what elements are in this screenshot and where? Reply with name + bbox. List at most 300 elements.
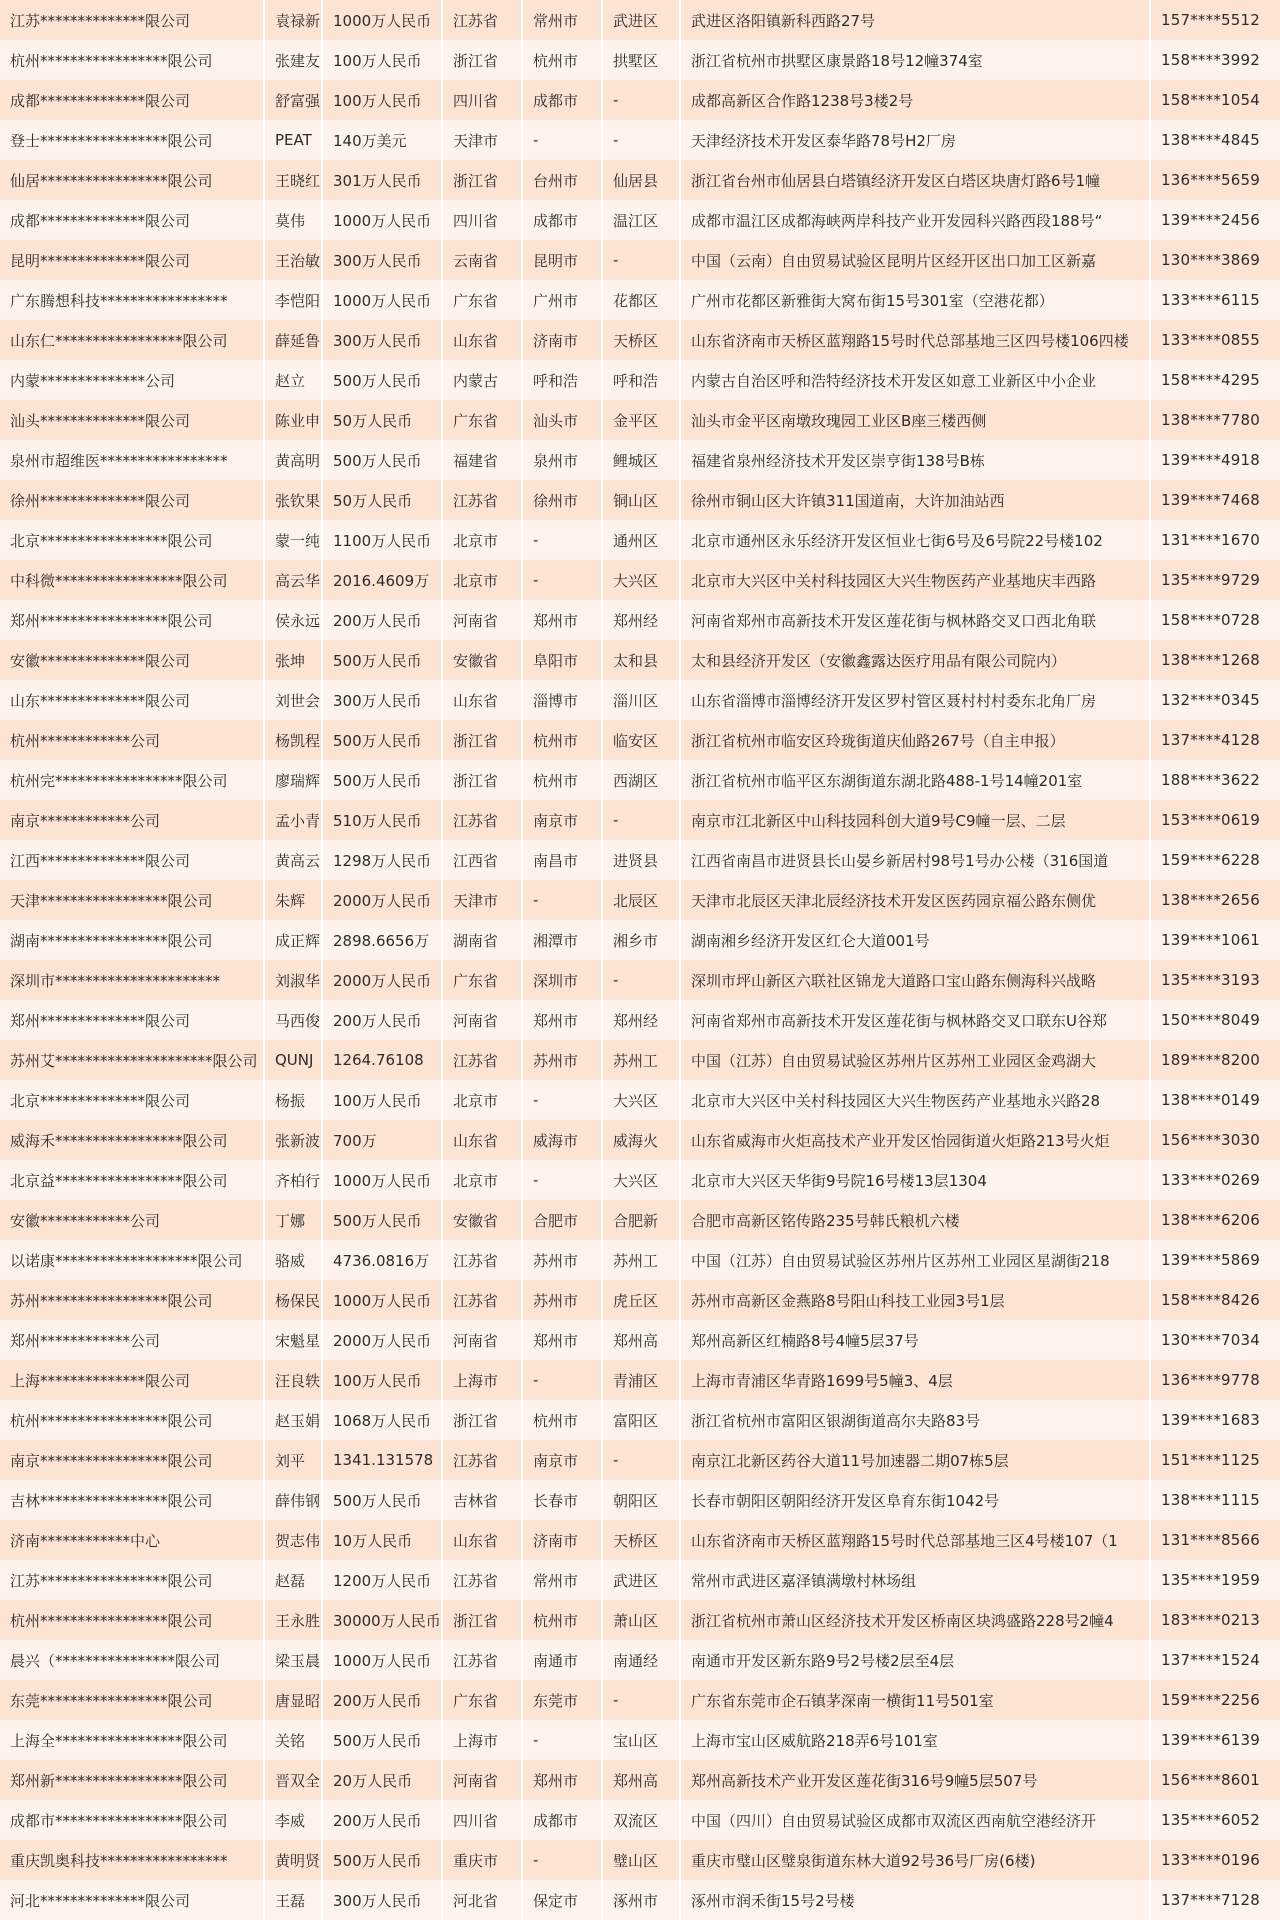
city-cell: - (522, 120, 602, 160)
table-row (0, 1440, 1280, 1480)
province-cell: 河南省 (442, 1320, 522, 1360)
district-cell: 通州区 (602, 520, 680, 560)
address-cell: 上海市青浦区华青路1699号5幢3、4层 (680, 1360, 1150, 1400)
company-cell: 安徽************公司 (0, 1200, 264, 1240)
registered-capital-cell: 1298万人民币 (322, 840, 442, 880)
table-row (0, 1760, 1280, 1800)
city-cell: - (522, 560, 602, 600)
company-cell: 山东仁*****************限公司 (0, 320, 264, 360)
address-cell: 北京市大兴区中关村科技园区大兴生物医药产业基地永兴路28 (680, 1080, 1150, 1120)
address-cell: 郑州高新区红楠路8号4幢5层37号 (680, 1320, 1150, 1360)
legal-person-cell: 廖瑞辉 (264, 760, 322, 800)
city-cell: 常州市 (522, 0, 602, 40)
city-cell: 杭州市 (522, 720, 602, 760)
address-cell: 成都高新区合作路1238号3楼2号 (680, 80, 1150, 120)
phone-cell: 183****0213 (1150, 1600, 1280, 1640)
registered-capital-cell: 20万人民币 (322, 1760, 442, 1800)
legal-person-cell: QUNJ (264, 1040, 322, 1080)
table-row (0, 1360, 1280, 1400)
phone-cell: 158****4295 (1150, 360, 1280, 400)
legal-person-cell: 舒富强 (264, 80, 322, 120)
phone-cell: 136****5659 (1150, 160, 1280, 200)
phone-cell: 138****4845 (1150, 120, 1280, 160)
company-cell: 泉州市超维医***************** (0, 440, 264, 480)
address-cell: 太和县经济开发区（安徽鑫露达医疗用品有限公司院内） (680, 640, 1150, 680)
district-cell: 北辰区 (602, 880, 680, 920)
phone-cell: 138****1115 (1150, 1480, 1280, 1520)
province-cell: 江苏省 (442, 1560, 522, 1600)
legal-person-cell: 孟小青 (264, 800, 322, 840)
district-cell: 大兴区 (602, 1160, 680, 1200)
legal-person-cell: 刘世会 (264, 680, 322, 720)
registered-capital-cell: 1264.76108 (322, 1040, 442, 1080)
registered-capital-cell: 50万人民币 (322, 480, 442, 520)
province-cell: 山东省 (442, 1520, 522, 1560)
city-cell: 杭州市 (522, 1400, 602, 1440)
city-cell: - (522, 1360, 602, 1400)
phone-cell: 139****6139 (1150, 1720, 1280, 1760)
phone-cell: 156****8601 (1150, 1760, 1280, 1800)
phone-cell: 139****2456 (1150, 200, 1280, 240)
address-cell: 浙江省杭州市临平区东湖街道东湖北路488-1号14幢201室 (680, 760, 1150, 800)
table-row (0, 1080, 1280, 1120)
table-row (0, 1280, 1280, 1320)
phone-cell: 150****8049 (1150, 1000, 1280, 1040)
address-cell: 南京市江北新区中山科技园科创大道9号C9幢一层、二层 (680, 800, 1150, 840)
phone-cell: 138****7780 (1150, 400, 1280, 440)
city-cell: 淄博市 (522, 680, 602, 720)
table-row (0, 480, 1280, 520)
company-cell: 南京*****************限公司 (0, 1440, 264, 1480)
city-cell: 东莞市 (522, 1680, 602, 1720)
legal-person-cell: 丁娜 (264, 1200, 322, 1240)
table-row (0, 960, 1280, 1000)
phone-cell: 158****0728 (1150, 600, 1280, 640)
city-cell: 苏州市 (522, 1280, 602, 1320)
phone-cell: 139****1683 (1150, 1400, 1280, 1440)
company-cell: 杭州*****************限公司 (0, 1600, 264, 1640)
phone-cell: 135****9729 (1150, 560, 1280, 600)
address-cell: 广州市花都区新雅街大窝布街15号301室（空港花都） (680, 280, 1150, 320)
district-cell: - (602, 960, 680, 1000)
province-cell: 四川省 (442, 80, 522, 120)
registered-capital-cell: 2000万人民币 (322, 960, 442, 1000)
district-cell: 萧山区 (602, 1600, 680, 1640)
legal-person-cell: 赵磊 (264, 1560, 322, 1600)
company-cell: 杭州*****************限公司 (0, 40, 264, 80)
legal-person-cell: 王磊 (264, 1880, 322, 1920)
address-cell: 北京市大兴区中关村科技园区大兴生物医药产业基地庆丰西路 (680, 560, 1150, 600)
city-cell: 常州市 (522, 1560, 602, 1600)
legal-person-cell: 刘淑华 (264, 960, 322, 1000)
province-cell: 吉林省 (442, 1480, 522, 1520)
registered-capital-cell: 300万人民币 (322, 680, 442, 720)
legal-person-cell: 薛延鲁 (264, 320, 322, 360)
legal-person-cell: PEAT (264, 120, 322, 160)
province-cell: 广东省 (442, 1680, 522, 1720)
table-row (0, 520, 1280, 560)
registered-capital-cell: 140万美元 (322, 120, 442, 160)
table-row (0, 1800, 1280, 1840)
registered-capital-cell: 2000万人民币 (322, 1320, 442, 1360)
table-row (0, 1480, 1280, 1520)
city-cell: 威海市 (522, 1120, 602, 1160)
legal-person-cell: 关铭 (264, 1720, 322, 1760)
address-cell: 合肥市高新区铭传路235号韩氏粮机六楼 (680, 1200, 1150, 1240)
legal-person-cell: 蒙一纯 (264, 520, 322, 560)
company-cell: 仙居*****************限公司 (0, 160, 264, 200)
registered-capital-cell: 1100万人民币 (322, 520, 442, 560)
table-row (0, 1320, 1280, 1360)
company-cell: 昆明**************限公司 (0, 240, 264, 280)
address-cell: 深圳市坪山新区六联社区锦龙大道路口宝山路东侧海科兴战略 (680, 960, 1150, 1000)
table-row (0, 1680, 1280, 1720)
address-cell: 湖南湘乡经济开发区红仑大道001号 (680, 920, 1150, 960)
registered-capital-cell: 1000万人民币 (322, 1280, 442, 1320)
table-row (0, 280, 1280, 320)
district-cell: 临安区 (602, 720, 680, 760)
company-cell: 徐州**************限公司 (0, 480, 264, 520)
registered-capital-cell: 500万人民币 (322, 1840, 442, 1880)
company-cell: 成都市*****************限公司 (0, 1800, 264, 1840)
address-cell: 浙江省杭州市萧山区经济技术开发区桥南区块鸿盛路228号2幢4 (680, 1600, 1150, 1640)
legal-person-cell: 黄高云 (264, 840, 322, 880)
city-cell: - (522, 880, 602, 920)
address-cell: 南京江北新区药谷大道11号加速器二期07栋5层 (680, 1440, 1150, 1480)
company-cell: 苏州*****************限公司 (0, 1280, 264, 1320)
phone-cell: 158****1054 (1150, 80, 1280, 120)
province-cell: 天津市 (442, 880, 522, 920)
legal-person-cell: 宋魁星 (264, 1320, 322, 1360)
province-cell: 河南省 (442, 600, 522, 640)
company-cell: 汕头**************限公司 (0, 400, 264, 440)
phone-cell: 158****8426 (1150, 1280, 1280, 1320)
province-cell: 北京市 (442, 560, 522, 600)
legal-person-cell: 张钦果 (264, 480, 322, 520)
company-cell: 安徽**************限公司 (0, 640, 264, 680)
province-cell: 浙江省 (442, 720, 522, 760)
address-cell: 郑州高新技术产业开发区莲花街316号9幢5层507号 (680, 1760, 1150, 1800)
registered-capital-cell: 500万人民币 (322, 360, 442, 400)
address-cell: 天津市北辰区天津北辰经济技术开发区医药园京福公路东侧优 (680, 880, 1150, 920)
legal-person-cell: 薛伟钢 (264, 1480, 322, 1520)
district-cell: 大兴区 (602, 1080, 680, 1120)
district-cell: 太和县 (602, 640, 680, 680)
legal-person-cell: 黄高明 (264, 440, 322, 480)
district-cell: 金平区 (602, 400, 680, 440)
address-cell: 内蒙古自治区呼和浩特经济技术开发区如意工业新区中小企业 (680, 360, 1150, 400)
table-row (0, 440, 1280, 480)
phone-cell: 133****6115 (1150, 280, 1280, 320)
address-cell: 山东省淄博市淄博经济开发区罗村管区聂村村村委东北角厂房 (680, 680, 1150, 720)
address-cell: 中国（云南）自由贸易试验区昆明片区经开区出口加工区新嘉 (680, 240, 1150, 280)
phone-cell: 139****4918 (1150, 440, 1280, 480)
legal-person-cell: 成正辉 (264, 920, 322, 960)
province-cell: 江西省 (442, 840, 522, 880)
city-cell: - (522, 1840, 602, 1880)
phone-cell: 157****5512 (1150, 0, 1280, 40)
registered-capital-cell: 200万人民币 (322, 1000, 442, 1040)
phone-cell: 156****3030 (1150, 1120, 1280, 1160)
table-row (0, 40, 1280, 80)
company-cell: 郑州************公司 (0, 1320, 264, 1360)
company-cell: 内蒙**************公司 (0, 360, 264, 400)
province-cell: 江苏省 (442, 800, 522, 840)
district-cell: 郑州高 (602, 1320, 680, 1360)
registered-capital-cell: 300万人民币 (322, 320, 442, 360)
legal-person-cell: 王晓红 (264, 160, 322, 200)
province-cell: 山东省 (442, 320, 522, 360)
district-cell: 宝山区 (602, 1720, 680, 1760)
company-cell: 江苏**************限公司 (0, 0, 264, 40)
company-cell: 以诺康*******************限公司 (0, 1240, 264, 1280)
district-cell: 武进区 (602, 0, 680, 40)
phone-cell: 158****3992 (1150, 40, 1280, 80)
table-row (0, 880, 1280, 920)
company-cell: 广东腾想科技***************** (0, 280, 264, 320)
province-cell: 江苏省 (442, 0, 522, 40)
legal-person-cell: 赵玉娟 (264, 1400, 322, 1440)
company-cell: 郑州*****************限公司 (0, 600, 264, 640)
company-cell: 东莞*****************限公司 (0, 1680, 264, 1720)
legal-person-cell: 张新波 (264, 1120, 322, 1160)
table-row (0, 200, 1280, 240)
address-cell: 浙江省杭州市临安区玲珑街道庆仙路267号（自主申报） (680, 720, 1150, 760)
company-cell: 威海禾*****************限公司 (0, 1120, 264, 1160)
legal-person-cell: 黄明贤 (264, 1840, 322, 1880)
province-cell: 上海市 (442, 1360, 522, 1400)
legal-person-cell: 刘平 (264, 1440, 322, 1480)
city-cell: 昆明市 (522, 240, 602, 280)
address-cell: 南通市开发区新东路9号2号楼2层至4层 (680, 1640, 1150, 1680)
city-cell: 苏州市 (522, 1240, 602, 1280)
province-cell: 浙江省 (442, 760, 522, 800)
province-cell: 广东省 (442, 400, 522, 440)
phone-cell: 132****0345 (1150, 680, 1280, 720)
company-cell: 湖南*****************限公司 (0, 920, 264, 960)
registered-capital-cell: 200万人民币 (322, 1680, 442, 1720)
city-cell: 泉州市 (522, 440, 602, 480)
legal-person-cell: 李恺阳 (264, 280, 322, 320)
district-cell: - (602, 800, 680, 840)
legal-person-cell: 马西俊 (264, 1000, 322, 1040)
city-cell: 呼和浩 (522, 360, 602, 400)
city-cell: 杭州市 (522, 760, 602, 800)
registered-capital-cell: 2016.4609万 (322, 560, 442, 600)
district-cell: 郑州经 (602, 600, 680, 640)
phone-cell: 138****1268 (1150, 640, 1280, 680)
phone-cell: 137****1524 (1150, 1640, 1280, 1680)
table-row (0, 400, 1280, 440)
city-cell: 济南市 (522, 1520, 602, 1560)
legal-person-cell: 齐柏行 (264, 1160, 322, 1200)
address-cell: 福建省泉州经济技术开发区崇亨街138号B栋 (680, 440, 1150, 480)
legal-person-cell: 张建友 (264, 40, 322, 80)
city-cell: 南通市 (522, 1640, 602, 1680)
province-cell: 内蒙古 (442, 360, 522, 400)
city-cell: 湘潭市 (522, 920, 602, 960)
registered-capital-cell: 200万人民币 (322, 1800, 442, 1840)
company-cell: 苏州艾*********************限公司 (0, 1040, 264, 1080)
city-cell: 徐州市 (522, 480, 602, 520)
address-cell: 江西省南昌市进贤县长山晏乡新居村98号1号办公楼（316国道 (680, 840, 1150, 880)
legal-person-cell: 唐显昭 (264, 1680, 322, 1720)
table-row (0, 680, 1280, 720)
company-cell: 杭州*****************限公司 (0, 1400, 264, 1440)
registered-capital-cell: 1000万人民币 (322, 200, 442, 240)
legal-person-cell: 汪良轶 (264, 1360, 322, 1400)
registered-capital-cell: 300万人民币 (322, 1880, 442, 1920)
district-cell: - (602, 1680, 680, 1720)
registered-capital-cell: 510万人民币 (322, 800, 442, 840)
city-cell: 成都市 (522, 80, 602, 120)
registered-capital-cell: 1200万人民币 (322, 1560, 442, 1600)
city-cell: 南昌市 (522, 840, 602, 880)
table-row (0, 80, 1280, 120)
table-row (0, 800, 1280, 840)
province-cell: 江苏省 (442, 1440, 522, 1480)
table-row (0, 240, 1280, 280)
phone-cell: 133****0196 (1150, 1840, 1280, 1880)
province-cell: 河北省 (442, 1880, 522, 1920)
province-cell: 重庆市 (442, 1840, 522, 1880)
company-cell: 江苏*****************限公司 (0, 1560, 264, 1600)
city-cell: 杭州市 (522, 1600, 602, 1640)
table-row (0, 1600, 1280, 1640)
district-cell: 天桥区 (602, 1520, 680, 1560)
district-cell: 温江区 (602, 200, 680, 240)
province-cell: 北京市 (442, 1080, 522, 1120)
city-cell: 合肥市 (522, 1200, 602, 1240)
province-cell: 江苏省 (442, 480, 522, 520)
registered-capital-cell: 500万人民币 (322, 440, 442, 480)
phone-cell: 131****1670 (1150, 520, 1280, 560)
city-cell: 长春市 (522, 1480, 602, 1520)
province-cell: 江苏省 (442, 1280, 522, 1320)
district-cell: 呼和浩 (602, 360, 680, 400)
address-cell: 浙江省台州市仙居县白塔镇经济开发区白塔区块唐灯路6号1幢 (680, 160, 1150, 200)
city-cell: - (522, 1080, 602, 1120)
province-cell: 四川省 (442, 200, 522, 240)
table-row (0, 360, 1280, 400)
district-cell: 鲤城区 (602, 440, 680, 480)
district-cell: 虎丘区 (602, 1280, 680, 1320)
registered-capital-cell: 300万人民币 (322, 240, 442, 280)
company-cell: 河北**************限公司 (0, 1880, 264, 1920)
city-cell: 成都市 (522, 1800, 602, 1840)
district-cell: 湘乡市 (602, 920, 680, 960)
registered-capital-cell: 10万人民币 (322, 1520, 442, 1560)
registered-capital-cell: 2000万人民币 (322, 880, 442, 920)
registered-capital-cell: 500万人民币 (322, 1480, 442, 1520)
district-cell: - (602, 1440, 680, 1480)
address-cell: 成都市温江区成都海峡两岸科技产业开发园科兴路西段188号“ (680, 200, 1150, 240)
district-cell: 铜山区 (602, 480, 680, 520)
legal-person-cell: 杨凯程 (264, 720, 322, 760)
legal-person-cell: 李威 (264, 1800, 322, 1840)
district-cell: - (602, 240, 680, 280)
district-cell: 西湖区 (602, 760, 680, 800)
company-cell: 杭州************公司 (0, 720, 264, 760)
legal-person-cell: 张坤 (264, 640, 322, 680)
province-cell: 广东省 (442, 280, 522, 320)
province-cell: 浙江省 (442, 1600, 522, 1640)
address-cell: 河南省郑州市高新技术开发区莲花街与枫林路交叉口联东U谷郑 (680, 1000, 1150, 1040)
phone-cell: 159****2256 (1150, 1680, 1280, 1720)
registered-capital-cell: 100万人民币 (322, 1360, 442, 1400)
province-cell: 四川省 (442, 1800, 522, 1840)
legal-person-cell: 杨保民 (264, 1280, 322, 1320)
address-cell: 长春市朝阳区朝阳经济开发区阜育东街1042号 (680, 1480, 1150, 1520)
registered-capital-cell: 200万人民币 (322, 600, 442, 640)
company-cell: 济南************中心 (0, 1520, 264, 1560)
table-row (0, 720, 1280, 760)
registered-capital-cell: 1068万人民币 (322, 1400, 442, 1440)
phone-cell: 135****3193 (1150, 960, 1280, 1000)
company-cell: 深圳市********************** (0, 960, 264, 1000)
province-cell: 湖南省 (442, 920, 522, 960)
phone-cell: 135****6052 (1150, 1800, 1280, 1840)
company-cell: 山东**************限公司 (0, 680, 264, 720)
table-row (0, 1240, 1280, 1280)
district-cell: 苏州工 (602, 1240, 680, 1280)
address-cell: 苏州市高新区金燕路8号阳山科技工业园3号1层 (680, 1280, 1150, 1320)
legal-person-cell: 陈业申 (264, 400, 322, 440)
province-cell: 安徽省 (442, 1200, 522, 1240)
company-cell: 中科微*****************限公司 (0, 560, 264, 600)
table-row (0, 0, 1280, 40)
table-row (0, 1200, 1280, 1240)
registered-capital-cell: 2898.6656万 (322, 920, 442, 960)
address-cell: 常州市武进区嘉泽镇满墩村林场组 (680, 1560, 1150, 1600)
legal-person-cell: 高云华 (264, 560, 322, 600)
company-cell: 重庆凯奥科技***************** (0, 1840, 264, 1880)
phone-cell: 139****7468 (1150, 480, 1280, 520)
province-cell: 安徽省 (442, 640, 522, 680)
phone-cell: 133****0855 (1150, 320, 1280, 360)
city-cell: 台州市 (522, 160, 602, 200)
phone-cell: 135****1959 (1150, 1560, 1280, 1600)
address-cell: 山东省济南市天桥区蓝翔路15号时代总部基地三区四号楼106四楼 (680, 320, 1150, 360)
district-cell: 天桥区 (602, 320, 680, 360)
company-cell: 郑州**************限公司 (0, 1000, 264, 1040)
city-cell: 郑州市 (522, 1000, 602, 1040)
city-cell: 南京市 (522, 800, 602, 840)
registered-capital-cell: 500万人民币 (322, 1720, 442, 1760)
district-cell: 南通经 (602, 1640, 680, 1680)
district-cell: 璧山区 (602, 1840, 680, 1880)
table-row (0, 1720, 1280, 1760)
legal-person-cell: 赵立 (264, 360, 322, 400)
table-row (0, 1560, 1280, 1600)
city-cell: 阜阳市 (522, 640, 602, 680)
address-cell: 山东省威海市火炬高技术产业开发区怡园街道火炬路213号火炬 (680, 1120, 1150, 1160)
phone-cell: 151****1125 (1150, 1440, 1280, 1480)
district-cell: 苏州工 (602, 1040, 680, 1080)
city-cell: 深圳市 (522, 960, 602, 1000)
province-cell: 浙江省 (442, 1400, 522, 1440)
district-cell: - (602, 80, 680, 120)
legal-person-cell: 侯永远 (264, 600, 322, 640)
address-cell: 涿州市润禾街15号2号楼 (680, 1880, 1150, 1920)
table-row (0, 1520, 1280, 1560)
phone-cell: 188****3622 (1150, 760, 1280, 800)
phone-cell: 139****5869 (1150, 1240, 1280, 1280)
province-cell: 江苏省 (442, 1640, 522, 1680)
city-cell: 郑州市 (522, 600, 602, 640)
address-cell: 天津经济技术开发区泰华路78号H2厂房 (680, 120, 1150, 160)
address-cell: 浙江省杭州市拱墅区康景路18号12幢374室 (680, 40, 1150, 80)
